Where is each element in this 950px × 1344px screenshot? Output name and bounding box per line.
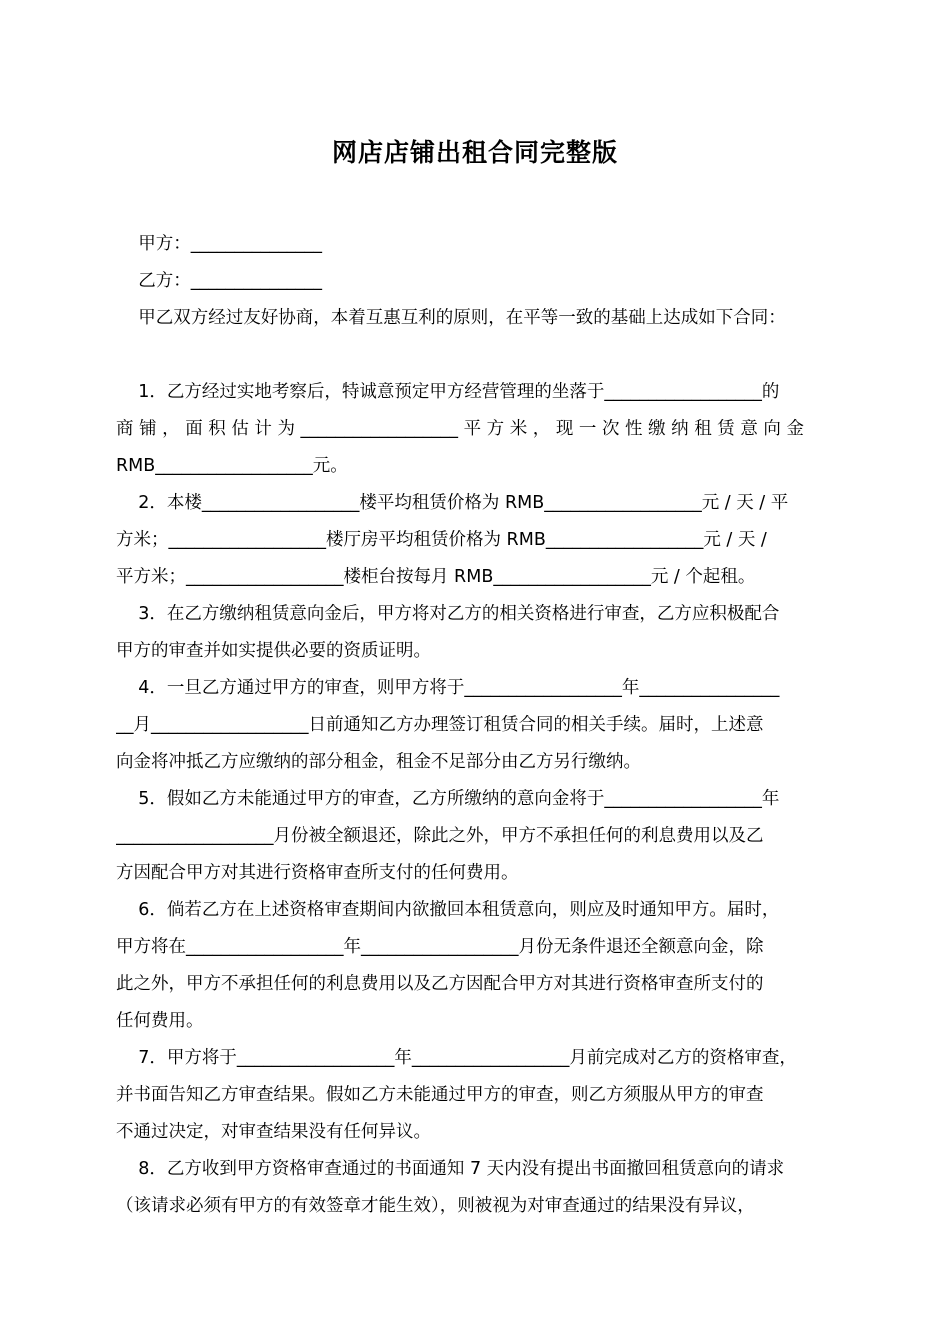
text-line: 3．在乙方缴纳租赁意向金后，甲方将对乙方的相关资格进行审查，乙方应积极配合: [116, 604, 780, 624]
text-line: 7．甲方将于__________________年__________________月前完成对乙方的资格审查，: [116, 1048, 797, 1068]
text-line: （该请求必须有甲方的有效签章才能生效），则被视为对审查通过的结果没有异议，: [116, 1196, 755, 1216]
text-line: 方米；__________________楼厅房平均租赁价格为 RMB__________________元 / 天 /: [116, 530, 767, 550]
text-line: 商 铺 ， 面 积 估 计 为 __________________ 平 方 米 ， 现 一 次 性 缴 纳 租 赁 意 向 金: [116, 419, 804, 439]
text-line: 1．乙方经过实地考察后，特诚意预定甲方经营管理的坐落于__________________的: [116, 382, 780, 402]
text-line: 不通过决定，对审查结果没有任何异议。: [116, 1122, 431, 1142]
text-line: 2．本楼__________________楼平均租赁价格为 RMB__________________元 / 天 / 平: [116, 493, 789, 513]
text-line: 平方米；__________________楼柜台按每月 RMB__________________元 / 个起租。: [116, 567, 756, 587]
text-line: __________________月份被全额退还，除此之外，甲方不承担任何的利息费用以及乙: [116, 826, 764, 846]
text-line: 甲乙双方经过友好协商，本着互惠互利的原则，在平等一致的基础上达成如下合同：: [116, 308, 786, 328]
text-line: 并书面告知乙方审查结果。假如乙方未能通过甲方的审查，则乙方须服从甲方的审查: [116, 1085, 764, 1105]
text-line: 8．乙方收到甲方资格审查通过的书面通知 7 天内没有提出书面撤回租赁意向的请求: [116, 1159, 785, 1179]
text-line: 甲方：_______________: [116, 234, 323, 254]
text-line: RMB__________________元。: [116, 456, 348, 476]
text-line: 甲方的审查并如实提供必要的资质证明。: [116, 641, 431, 661]
text-line: 甲方将在__________________年__________________月份无条件退还全额意向金，除: [116, 937, 764, 957]
text-line: 方因配合甲方对其进行资格审查所支付的任何费用。: [116, 863, 519, 883]
text-line: __月__________________日前通知乙方办理签订租赁合同的相关手续。届时，上述意: [116, 715, 764, 735]
text-line: 此之外，甲方不承担任何的利息费用以及乙方因配合甲方对其进行资格审查所支付的: [116, 974, 764, 994]
blank-line: [116, 337, 836, 374]
text-line: 4．一旦乙方通过甲方的审查，则甲方将于__________________年________________: [116, 678, 780, 698]
text-line: 任何费用。: [116, 1011, 204, 1031]
document-body: [116, 226, 836, 1225]
text-line: 向金将冲抵乙方应缴纳的部分租金，租金不足部分由乙方另行缴纳。: [116, 752, 641, 772]
text-line: 6．倘若乙方在上述资格审查期间内欲撤回本租赁意向，则应及时通知甲方。届时，: [116, 900, 780, 920]
text-line: 乙方：_______________: [116, 271, 323, 291]
document-title: 网店店铺出租合同完整版: [331, 138, 618, 167]
text-line: 5．假如乙方未能通过甲方的审查，乙方所缴纳的意向金将于__________________年: [116, 789, 780, 809]
